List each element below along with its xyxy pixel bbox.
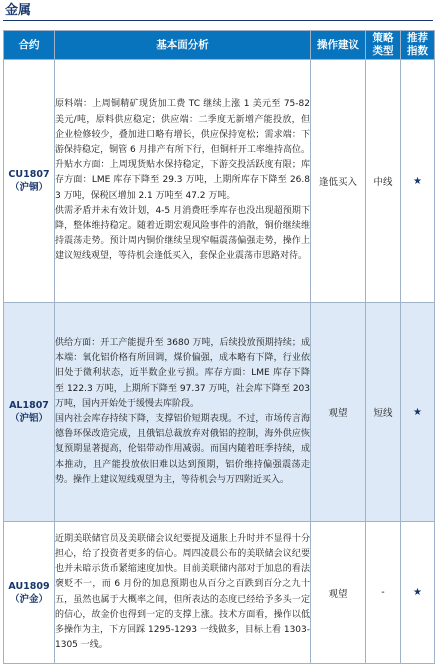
- suggestion-cell: 观望: [311, 522, 366, 664]
- header-contract: 合约: [4, 31, 55, 60]
- analysis-paragraph: 供需矛盾并未有效计划，4-5 月消费旺季库存也没出现超预期下降，整体维持稳定。随着近期宏观风险事件的消散，铜价继续维持震荡走势。预计周内铜价继续呈现窄幅震荡偏强走势，操作上建议短线观望，等待机会逢低买入，套保企业震荡市思路对待。: [55, 205, 310, 262]
- analysis-paragraph: 原料端：上周铜精矿现货加工费 TC 继续上涨 1 美元至 75-82 美元/吨，原料供应稳定；供应端：二季度无新增产能投放，但企业检修较少，叠加进口略有增长，供应保持宽松；需求端：下游保持稳定，铜管 6 月排产有所下行，但铜杆开工率维持高位。升贴水方面：上周现货贴水保持稳定，下游交投活跃度有限；库存方面：LME 库存下降至 29.3 万吨，上期所库存下降至 26.83 万吨，保税区增加 2.1 万吨至 47.2 万吨。: [55, 99, 310, 201]
- table-row-al: [4, 303, 435, 522]
- contract-cell: [4, 60, 55, 303]
- suggestion-cell: 逢低买入: [311, 60, 366, 303]
- table-row-au: [4, 522, 435, 664]
- analysis-paragraph: 国内社会库存持续下降，支撑铝价短期表现。不过，市场传言海德鲁环保改造完成，且俄铝总裁放弃对俄铝的控制，海外供应恢复预期显著提高，伦铝带动作用减弱。而国内随着旺季持续，成本推动，且产能投放依旧难以达到预期，铝价维持偏强震荡走势。操作上建议短线观望为主，等待机会与万四附近买入。: [55, 414, 310, 485]
- strategy-cell: 中线: [366, 60, 401, 303]
- contract-cell: [4, 522, 55, 664]
- header-rating-line1: 推荐: [407, 32, 428, 44]
- section-title: 金属: [5, 3, 32, 18]
- header-strategy: [366, 31, 401, 60]
- rating-star-icon: ★: [401, 303, 435, 522]
- contract-name: （沪铝）: [9, 413, 48, 424]
- contract-code: AU1809: [8, 580, 50, 592]
- analysis-cell: [55, 60, 311, 303]
- contract-name: （沪铜）: [9, 182, 48, 193]
- contract-cell: [4, 303, 55, 522]
- analysis-paragraph: 供给方面：开工产能提升至 3680 万吨，后续投放预期持续；成本端：氧化铝价格有所回调，煤价偏强，成本略有下降，行业依旧处于微利状态，近半数企业亏损。库存方面：LME 库存下降至 122.3 万吨，上期所下降至 97.37 万吨，社会库下降至 203 万吨，国内开始处于缓慢去库阶段。: [55, 337, 310, 409]
- contract-name: （沪金）: [9, 593, 48, 605]
- header-suggestion: 操作建议: [311, 31, 366, 60]
- analysis-cell: [55, 522, 311, 664]
- strategy-cell: -: [366, 522, 401, 664]
- header-strategy-line2: 类型: [372, 45, 394, 57]
- header-rating: [401, 31, 435, 60]
- header-analysis: 基本面分析: [55, 31, 311, 60]
- title-rule: [3, 20, 433, 21]
- strategy-cell: 短线: [366, 303, 401, 522]
- analysis-cell: [55, 303, 311, 522]
- rating-star-icon: ★: [401, 522, 435, 664]
- header-row: [4, 31, 435, 60]
- suggestion-cell: 观望: [311, 303, 366, 522]
- header-strategy-line1: 策略: [372, 32, 394, 44]
- analysis-paragraph: 近期美联储官员及美联储会议纪要提及通胀上升时并不显得十分担心，给了投资者更多的信心。周四凌晨公布的美联储会议纪要也并未暗示货币紧缩速度加快。目前美联储内部对于加息的看法褒贬不一，而 6 月份的加息预期也从百分之百跌到百分之九十五，虽然也属于大概率之间，但所表达的态度已经给予多头一定的信心，故金价也得到一定的支撑上涨。技术方面看，操作以低多操作为主，下方回踩 1295-1293 一线做多，目标上看 1303-1305 一线。: [55, 533, 310, 651]
- metals-analysis-table: [3, 30, 435, 664]
- rating-star-icon: ★: [401, 60, 435, 303]
- table-row-cu: [4, 60, 435, 303]
- contract-code: AL1807: [9, 400, 49, 411]
- contract-code: CU1807: [8, 169, 50, 180]
- header-rating-line2: 指数: [407, 45, 428, 57]
